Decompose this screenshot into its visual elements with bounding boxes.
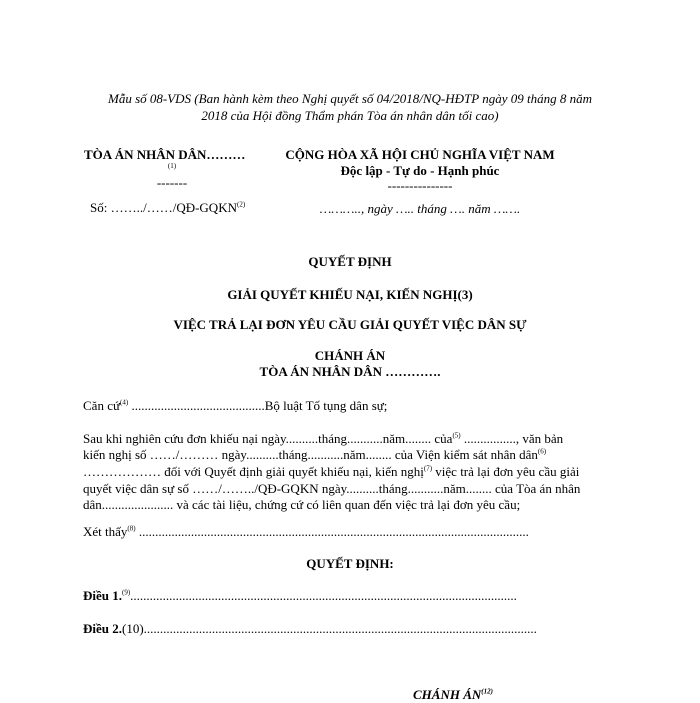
decision-number: Số: ……../……/QĐ-GQKN$^{(2)}$ [90,200,246,215]
legal-basis: Căn cứ$^{(4)}$ .........................................Bộ luật Tố tụng dân sự; [83,398,388,413]
form-reference-line-1: Mẫu số 08-VDS (Ban hành kèm theo Nghị quyết số 04/2018/NQ-HĐTP ngày 09 tháng 8 năm [108,91,592,106]
document-subject: VIỆC TRẢ LẠI ĐƠN YÊU CẦU GIẢI QUYẾT VIỆC DÂN SỰ [173,317,527,332]
date-line: ……….., ngày ….. tháng …. năm ……. [319,201,521,216]
paragraph-line-5: dân...................... và các tài liệu, chứng cứ có liên quan đến việc trả lại đơn yêu cầu; [83,497,521,512]
signer-title: CHÁNH ÁN$^{(12)}$ [413,687,493,702]
article-1: Điều 1.$^{(9)}$....................................................................................................................... [83,588,517,603]
finding-line: Xét thấy$^{(8)}$ ........................................................................................................................ [83,524,529,539]
paragraph-line-4: quyết việc dân sự số ……/……../QĐ-GQKN ngày..........tháng...........năm........ của Tòa án nhân [83,481,581,496]
national-motto: Độc lập - Tự do - Hạnh phúc [340,163,500,178]
right-divider: --------------- [387,178,453,193]
paragraph-line-1: Sau khi nghiên cứu đơn khiếu nại ngày..........tháng...........năm........ của$^{(5)}$ ................, văn bản [83,431,564,446]
article-2: Điều 2.(10)......................................................................................................................... [83,621,537,636]
paragraph-line-2: kiến nghị số ……/……… ngày..........tháng...........năm........ của Viện kiểm sát nhân dân$^{(6)}$ [83,447,547,462]
court-name: TÒA ÁN NHÂN DÂN……… [84,147,246,162]
document-title: QUYẾT ĐỊNH [308,254,392,269]
form-reference-line-2: 2018 của Hội đồng Thẩm phán Tòa án nhân dân tối cao) [201,108,499,123]
left-divider: ------- [156,175,188,190]
paragraph-line-3: ……………… đối với Quyết định giải quyết khiếu nại, kiến nghị$^{(7)}$ việc trả lại đơn yêu cầu giải [83,464,580,479]
authority-court: TÒA ÁN NHÂN DÂN …………. [259,364,441,379]
authority-title: CHÁNH ÁN [314,348,386,363]
decision-heading: QUYẾT ĐỊNH: [306,556,394,571]
nation-title: CỘNG HÒA XÃ HỘI CHỦ NGHĨA VIỆT NAM [285,147,555,162]
court-name-note: (1) [167,162,177,170]
document-subtitle: GIẢI QUYẾT KHIẾU NẠI, KIẾN NGHỊ(3) [227,287,473,302]
